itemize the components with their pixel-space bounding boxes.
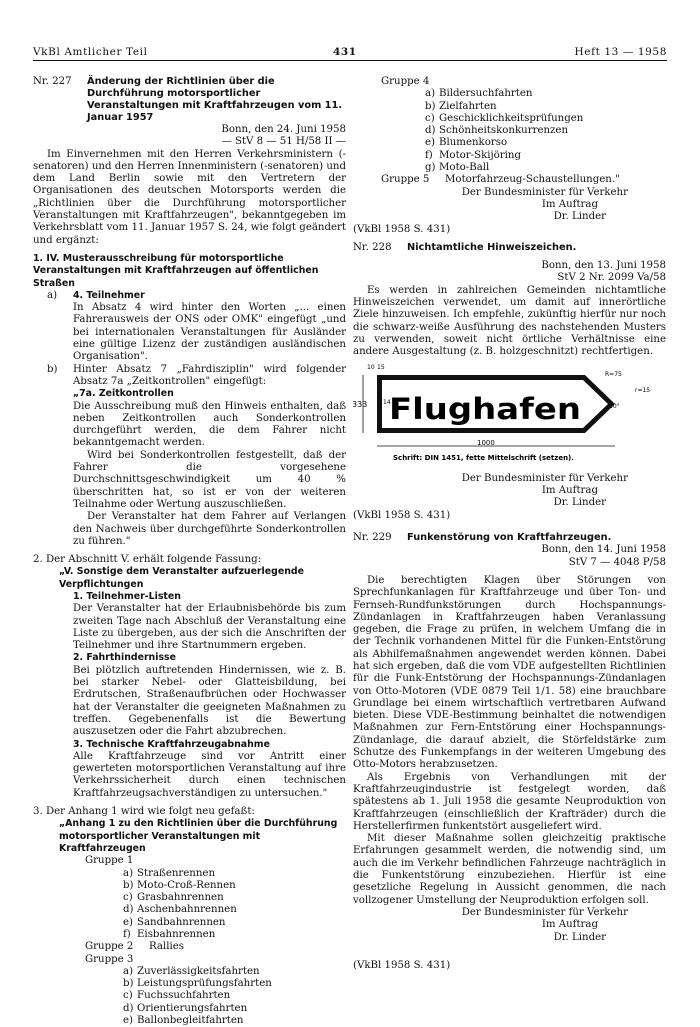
list-item: c) Fuchssuchfahrten xyxy=(123,990,231,1002)
nr229-date: Bonn, den 14. Juni 1958 xyxy=(541,544,666,556)
list-item: c) Geschicklichkeitsprüfungen xyxy=(425,112,584,124)
signature-block-2: Der Bundesminister für Verkehr Im Auftrag Dr. Linder xyxy=(461,472,628,509)
list-item: a) Straßenrennen xyxy=(123,867,216,879)
source-note-2: (VkBl 1958 S. 431) xyxy=(353,509,451,521)
nr228-number: Nr. 228 xyxy=(353,241,392,253)
nr228-text: Es werden in zahlreichen Gemeinden nichtamtliche Hinweiszeichen verwendet, um damit auf innerörtliche Ziele hinzuweisen. Ich empfehle, zukünftig hierfür nur noch die schwarz-weiße Ausführung des nachstehenden Musters zu verwenden, soweit nicht örtliche Verhältnisse eine andere Ausgestaltung (z. B. holzgeschnitzt) rechtfertigen. xyxy=(353,284,666,358)
nr228-heading xyxy=(353,242,666,254)
dim-angle: 60° xyxy=(609,402,620,410)
dim-333: 333 xyxy=(353,399,368,409)
gruppe1-list xyxy=(123,868,346,942)
source-note-1: (VkBl 1958 S. 431) xyxy=(353,223,451,235)
item-b-p2: Wird bei Sonderkontrollen festgestellt, daß der Fahrer die vorgesehene Durchschnittsgeschwindigkeit um 40 % überschritten hat, so ist er von der weiteren Teilnahme oder Wertung auszuschließen. xyxy=(73,449,346,510)
gruppe5: Gruppe 5 Motorfahrzeug-Schaustellungen." xyxy=(381,174,620,186)
item-a: a) 4. Teilnehmer In Absatz 4 wird hinter den Worten „... einen Fahrerausweis der ONS oder OMK" eingefügt „und bei internationalen Veranstaltungen für Ausländer eine gültige Lizenz der zuständigen ausländischen Organisation". xyxy=(47,289,346,363)
dim-r15: r=15 xyxy=(635,386,651,394)
dim-10: 10 xyxy=(367,363,375,371)
list-item: e) Blumenkorso xyxy=(425,137,508,149)
list-item: a) Zuverlässigkeitsfahrten xyxy=(123,965,260,977)
sign-word: Flughafen xyxy=(389,391,581,426)
item1-heading: 1. IV. Musterausschreibung für motorsportliche Veranstaltungen mit Kraftfahrzeugen auf öffentlichen Straßen xyxy=(33,252,319,289)
item-b-text: Hinter Absatz 7 „Fahrdisziplin" wird folgender Absatz 7a „Zeitkontrollen" eingefügt: xyxy=(73,363,346,387)
anhang-title: „Anhang 1 zu den Richtlinien über die Durchführung motorsportlicher Veranstaltungen mit Kraftfahrzeugen xyxy=(59,818,338,854)
nr227-date: Bonn, den 24. Juni 1958 xyxy=(221,124,346,135)
section-v-title: „V. Sonstige dem Veranstalter aufzuerlegende Verpflichtungen xyxy=(59,566,304,590)
nr227-title: Änderung der Richtlinien über die Durchführung motorsportlicher Veranstaltungen mit Kraftfahrzeugen vom 11. Januar 1957 xyxy=(87,76,343,123)
nr229-ref: StV 7 — 4048 P/58 xyxy=(568,556,666,568)
gruppe4-label: Gruppe 4 xyxy=(381,76,430,87)
journal-title: VkBl Amtlicher Teil xyxy=(33,46,148,58)
s1-text: Der Veranstalter hat der Erlaubnisbehörde bis zum zweiten Tage nach Abschluß der Veranstaltung eine Liste zu übergeben, aus der sich die Anschriften der Teilnehmer und ihre Startnummern ergeben. xyxy=(73,603,346,652)
s3-text: Alle Kraftfahrzeuge sind vor Antritt einer gewerteten motorsportlichen Veranstaltung auf ihre Verkehrssicherheit durch einen technischen Kraftfahrzeugsachverständigen zu untersuchen." xyxy=(73,750,346,799)
source-note-3: (VkBl 1958 S. 431) xyxy=(353,960,451,971)
left-column xyxy=(33,76,346,1027)
list-item: d) Orientierungsfahrten xyxy=(123,1002,248,1014)
section-v xyxy=(59,566,346,800)
list-item: e) Sandbahnrennen xyxy=(123,916,226,928)
list-item: c) Grasbahnrennen xyxy=(123,892,224,904)
dim-r75: R=75 xyxy=(605,370,622,378)
nr229-heading xyxy=(353,532,666,544)
item-b: b) Hinter Absatz 7 „Fahrdisziplin" wird folgender Absatz 7a „Zeitkontrollen" eingefügt: „7a. Zeitkontrollen Die Ausschreibung muß den Hinweis enthalten, daß neben Zeitkontrollen auch Sonderkontrollen durchgeführt werden, die dem Fahrer nicht bekanntgemacht werden. Wird bei Sonderkontrollen festgestellt, daß der Fahrer die vorgesehene Durchschnittsgeschwindigkeit um 40 % überschritten hat, so ist er von der weiteren Teilnahme oder Wertung auszuschließen. Der Veranstalter hat dem Fahrer auf Verlangen den Nachweis über durchgeführte Sonderkontrollen zu führen." xyxy=(47,363,346,547)
item3-heading: 3. Der Anhang 1 wird wie folgt neu gefaßt: xyxy=(33,806,255,818)
s2-text: Bei plötzlich auftretenden Hindernissen, wie z. B. bei starker Nebel- oder Glatteisbildung, bei Erdrutschen, Straßenaufbrüchen oder Hochwasser hat der Veranstalter die geeigneten Maßnahmen zu treffen. Gegebenenfalls ist die Bewertung auszusetzen oder die Fahrt abzubrechen. xyxy=(73,664,346,738)
item-b-title: „7a. Zeitkontrollen xyxy=(73,388,174,400)
signature-block-3: Der Bundesminister für Verkehr Im Auftrag Dr. Linder xyxy=(461,906,628,943)
list-item: f) Motor-Skijöring xyxy=(425,149,522,161)
right-column xyxy=(353,76,666,944)
gruppe4-list xyxy=(425,88,666,174)
list-item: f) Eisbahnrennen xyxy=(123,929,216,940)
dim-15: 15 xyxy=(377,363,385,371)
page-number: 431 xyxy=(333,46,357,58)
gruppe3-label: Gruppe 3 xyxy=(85,953,134,965)
item-b-p1: Die Ausschreibung muß den Hinweis enthalten, daß neben Zeitkontrollen auch Sonderkontrollen durchgeführt werden, die dem Fahrer nicht bekanntgemacht werden. xyxy=(73,400,346,449)
nr227-ref: — StV 8 — 51 H/58 II — xyxy=(221,136,346,148)
list-item: d) Schönheitskonkurrenzen xyxy=(425,125,569,137)
nr229-title: Funkenstörung von Kraftfahrzeugen. xyxy=(407,532,612,544)
nr228-title: Nichtamtliche Hinweiszeichen. xyxy=(407,241,577,253)
sign-caption: Schrift: DIN 1451, fette Mittelschrift (setzen). xyxy=(393,453,574,462)
item-a-title: 4. Teilnehmer xyxy=(73,289,145,301)
nr227-intro: Im Einvernehmen mit den Herren Verkehrsministern (-senatoren) und den Herren Innenministern (-senatoren) und dem Land Berlin sowie mit den Vertretern der Organisationen des deutschen Motorsports werden die „Richtlinien über die Durchführung motorsportlicher Veranstaltungen mit Kraftfahrzeugen", bekanntgegeben im Verkehrsblatt vom 11. Januar 1957 S. 24, wie folgt geändert und ergänzt: xyxy=(33,148,346,246)
nr229-p2: Als Ergebnis von Verhandlungen mit der Kraftfahrzeugindustrie ist festgelegt worden, daß spätestens ab 1. Juli 1958 die gesamte Neuproduktion von Kraftfahrzeugen (einschließlich der Krafträder) durch die Herstellerfirmen funkentstört ausgeliefert wird. xyxy=(353,771,666,832)
dim-1000: 1000 xyxy=(477,438,495,447)
list-item: e) Ballonbegleitfahrten xyxy=(123,1015,244,1027)
dim-14: 14 xyxy=(383,398,391,406)
list-item: b) Moto-Croß-Rennen xyxy=(123,879,236,891)
list-item: d) Aschenbahnrennen xyxy=(123,904,237,916)
s2-title: 2. Fahrthindernisse xyxy=(73,652,176,664)
list-item: a) Bildersuchfahrten xyxy=(425,88,533,100)
nr228-date: Bonn, den 13. Juni 1958 xyxy=(541,260,666,272)
s3-title: 3. Technische Kraftfahrzeugabnahme xyxy=(73,738,270,750)
nr228-ref: StV 2 Nr. 2099 Va/58 xyxy=(557,272,666,284)
nr229-p3: Mit dieser Maßnahme sollen gleichzeitig praktische Erfahrungen gesammelt werden, die notwendig sind, um auch die im Verkehr befindlichen Fahrzeuge nachträglich in die Funkentstörung einzubeziehen. Hierfür ist eine gesetzliche Regelung in Aussicht genommen, die nach vollzogener Umstellung der Neuproduktion erfolgen soll. xyxy=(353,833,666,906)
issue-label: Heft 13 — 1958 xyxy=(574,46,667,58)
item-b-p3: Der Veranstalter hat dem Fahrer auf Verlangen den Nachweis über durchgeführte Sonderkontrollen zu führen." xyxy=(73,511,346,547)
list-item: g) Moto-Ball xyxy=(425,162,490,174)
item2-heading: 2. Der Abschnitt V. erhält folgende Fassung: xyxy=(33,554,262,566)
list-item: b) Leistungsprüfungsfahrten xyxy=(123,978,272,990)
nr229-p1: Die berechtigten Klagen über Störungen von Sprechfunkanlagen für Kraftfahrzeuge und über Ton- und Fernseh-Rundfunkstörungen durch Hochspannungs-Zündanlagen in Kraftfahrzeugen haben Veranlassung gegeben, die Frage zu prüfen, in welchem Umfang die in der Technik vorhandenen Mittel für die Funken-Entstörung als Abhilfemaßnahmen angewendet werden können. Dabei hat sich ergeben, daß die vom VDE aufgestellten Richtlinien für die Funk-Entstörung der Hochspannungs-Zündanlagen von Otto-Motoren (VDE 0879 Teil 1/1. 58) eine brauchbare Grundlage bei einem wirtschaftlich vertretbaren Aufwand bieten. Diese VDE-Bestimmung beinhaltet die notwendigen Maßnahmen zur Fern-Entstörung einer Hochspannungs-Zündanlage, die darauf abzielt, die Störfeldstärke zum Schutze des Funkempfangs in der weiteren Umgebung des Otto-Motors herabzusetzen. xyxy=(353,574,666,771)
flughafen-sign-diagram xyxy=(353,359,666,469)
nr227-number: Nr. 227 xyxy=(33,76,72,87)
gruppe1-label: Gruppe 1 xyxy=(85,855,134,867)
gruppe3-list xyxy=(123,966,346,1027)
page-header xyxy=(33,46,667,61)
s1-title: 1. Teilnehmer-Listen xyxy=(73,590,181,602)
gruppe2: Gruppe 2 Rallies xyxy=(85,941,185,953)
nr229-number: Nr. 229 xyxy=(353,532,392,544)
signature-block-1: Der Bundesminister für Verkehr Im Auftrag Dr. Linder xyxy=(461,186,628,223)
nr227-heading xyxy=(33,76,346,124)
item-a-text: In Absatz 4 wird hinter den Worten „... einen Fahrerausweis der ONS oder OMK" eingefügt „und bei internationalen Veranstaltungen für Ausländer eine gültige Lizenz der zuständigen ausländischen Organisation". xyxy=(73,302,346,363)
list-item: b) Zielfahrten xyxy=(425,100,497,112)
